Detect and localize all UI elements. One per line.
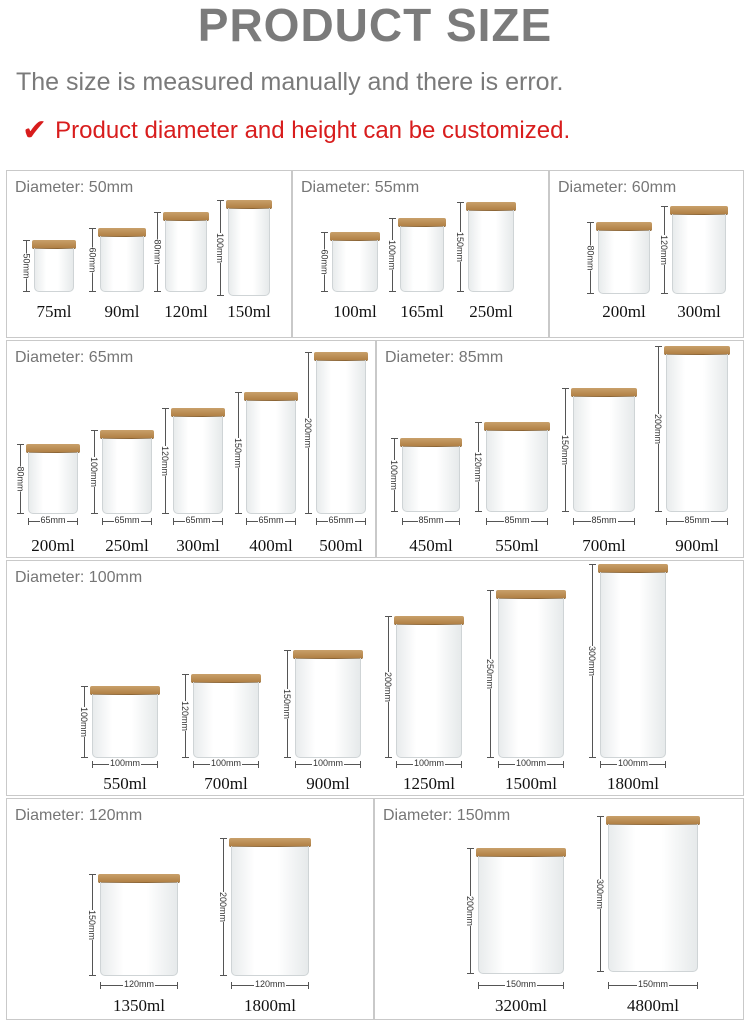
glass-jar xyxy=(598,222,650,294)
volume-label: 550ml xyxy=(103,774,147,793)
glass-jar xyxy=(246,392,296,514)
glass-jar xyxy=(295,650,361,758)
height-label: 120mm xyxy=(180,700,191,732)
height-label: 120mm xyxy=(160,445,171,477)
glass-jar xyxy=(34,240,74,292)
volume-label: 200ml xyxy=(31,536,75,555)
glass-body xyxy=(246,400,296,514)
height-label: 100mm xyxy=(79,706,90,738)
volume-label: 700ml xyxy=(582,536,626,555)
glass-jar xyxy=(28,444,78,514)
page-title: PRODUCT SIZE xyxy=(197,0,553,51)
width-label: 100mm xyxy=(618,758,649,768)
volume-label: 400ml xyxy=(249,536,293,555)
height-label: 150mm xyxy=(560,434,571,466)
glass-body xyxy=(173,416,223,514)
volume-label: 1350ml xyxy=(113,996,165,1015)
glass-jar xyxy=(100,228,144,292)
height-label: 80mm xyxy=(585,245,596,271)
height-label: 150mm xyxy=(455,231,466,263)
glass-jar xyxy=(231,838,309,976)
glass-body xyxy=(498,598,564,758)
width-label: 65mm xyxy=(185,515,211,525)
glass-jar xyxy=(498,590,564,758)
glass-body xyxy=(193,682,259,758)
height-label: 150mm xyxy=(282,688,293,720)
height-label: 200mm xyxy=(218,891,229,923)
measurement-note: The size is measured manually and there is error. xyxy=(16,68,564,96)
volume-label: 90ml xyxy=(104,302,140,321)
diameter-label: Diameter: 55mm xyxy=(301,179,420,196)
width-label: 150mm xyxy=(506,979,537,989)
height-label: 100mm xyxy=(215,232,226,264)
volume-label: 1250ml xyxy=(403,774,455,793)
glass-jar xyxy=(478,848,564,974)
width-label: 120mm xyxy=(124,979,155,989)
glass-body xyxy=(600,572,666,758)
width-label: 150mm xyxy=(638,979,669,989)
glass-body xyxy=(100,236,144,292)
volume-label: 900ml xyxy=(675,536,719,555)
glass-jar xyxy=(173,408,223,514)
diameter-label: Diameter: 85mm xyxy=(385,349,504,366)
glass-body xyxy=(102,438,152,514)
glass-body xyxy=(231,846,309,976)
width-label: 85mm xyxy=(591,515,617,525)
height-label: 80mm xyxy=(152,239,163,265)
glass-body xyxy=(295,658,361,758)
height-label: 150mm xyxy=(87,909,98,941)
height-label: 80mm xyxy=(15,466,26,492)
height-label: 60mm xyxy=(87,247,98,273)
width-label: 85mm xyxy=(418,515,444,525)
height-label: 200mm xyxy=(303,417,314,449)
diameter-label: Diameter: 120mm xyxy=(15,807,143,824)
width-label: 65mm xyxy=(40,515,66,525)
volume-label: 100ml xyxy=(333,302,377,321)
glass-jar xyxy=(396,616,462,758)
glass-jar xyxy=(608,816,698,972)
volume-label: 75ml xyxy=(36,302,72,321)
glass-body xyxy=(598,230,650,294)
volume-label: 165ml xyxy=(400,302,444,321)
volume-label: 450ml xyxy=(409,536,453,555)
glass-body xyxy=(573,396,635,512)
volume-label: 900ml xyxy=(306,774,350,793)
height-label: 200mm xyxy=(465,895,476,927)
height-label: 120mm xyxy=(473,451,484,483)
diameter-label: Diameter: 150mm xyxy=(383,807,511,824)
glass-jar xyxy=(102,430,152,514)
volume-label: 700ml xyxy=(204,774,248,793)
glass-body xyxy=(228,208,270,296)
volume-label: 4800ml xyxy=(627,996,679,1015)
glass-jar xyxy=(468,202,514,292)
glass-jar xyxy=(165,212,207,292)
volume-label: 300ml xyxy=(677,302,721,321)
volume-label: 200ml xyxy=(602,302,646,321)
width-label: 120mm xyxy=(255,979,286,989)
glass-jar xyxy=(316,352,366,514)
glass-body xyxy=(100,882,178,976)
width-label: 65mm xyxy=(328,515,354,525)
height-label: 300mm xyxy=(595,878,606,910)
glass-jar xyxy=(486,422,548,512)
glass-jar xyxy=(100,874,178,976)
customization-text: Product diameter and height can be customized. xyxy=(55,116,571,144)
glass-body xyxy=(478,856,564,974)
width-label: 100mm xyxy=(516,758,547,768)
height-label: 200mm xyxy=(383,671,394,703)
volume-label: 250ml xyxy=(469,302,513,321)
width-label: 100mm xyxy=(110,758,141,768)
width-label: 85mm xyxy=(684,515,710,525)
height-label: 200mm xyxy=(653,413,664,445)
glass-jar xyxy=(402,438,460,512)
glass-jar xyxy=(332,232,378,292)
height-label: 100mm xyxy=(89,456,100,488)
height-label: 100mm xyxy=(387,239,398,271)
glass-body xyxy=(608,824,698,972)
glass-jar xyxy=(600,564,666,758)
volume-label: 1800ml xyxy=(244,996,296,1015)
volume-label: 3200ml xyxy=(495,996,547,1015)
volume-label: 150ml xyxy=(227,302,271,321)
glass-body xyxy=(402,446,460,512)
volume-label: 500ml xyxy=(319,536,363,555)
height-label: 120mm xyxy=(659,234,670,266)
diameter-label: Diameter: 50mm xyxy=(15,179,134,196)
glass-body xyxy=(486,430,548,512)
height-label: 250mm xyxy=(485,658,496,690)
glass-body xyxy=(396,624,462,758)
width-label: 85mm xyxy=(504,515,530,525)
glass-body xyxy=(666,354,728,512)
glass-body xyxy=(332,240,378,292)
width-label: 65mm xyxy=(114,515,140,525)
size-panel xyxy=(6,798,374,1020)
glass-body xyxy=(468,210,514,292)
glass-body xyxy=(165,220,207,292)
glass-body xyxy=(672,214,726,294)
glass-jar xyxy=(92,686,158,758)
glass-jar xyxy=(193,674,259,758)
width-label: 100mm xyxy=(313,758,344,768)
volume-label: 120ml xyxy=(164,302,208,321)
volume-label: 250ml xyxy=(105,536,149,555)
width-label: 100mm xyxy=(414,758,445,768)
glass-jar xyxy=(672,206,726,294)
width-label: 65mm xyxy=(258,515,284,525)
height-label: 60mm xyxy=(319,249,330,275)
volume-label: 550ml xyxy=(495,536,539,555)
glass-body xyxy=(28,452,78,514)
glass-body xyxy=(316,360,366,514)
height-label: 300mm xyxy=(587,645,598,677)
volume-label: 300ml xyxy=(176,536,220,555)
glass-jar xyxy=(228,200,270,296)
glass-body xyxy=(400,226,444,292)
volume-label: 1800ml xyxy=(607,774,659,793)
diameter-label: Diameter: 60mm xyxy=(558,179,677,196)
volume-label: 1500ml xyxy=(505,774,557,793)
customization-note xyxy=(22,113,570,148)
glass-body xyxy=(92,694,158,758)
height-label: 100mm xyxy=(389,459,400,491)
glass-jar xyxy=(666,346,728,512)
glass-jar xyxy=(400,218,444,292)
glass-body xyxy=(34,248,74,292)
height-label: 50mm xyxy=(21,253,32,279)
glass-jar xyxy=(573,388,635,512)
height-label: 150mm xyxy=(233,437,244,469)
width-label: 100mm xyxy=(211,758,242,768)
check-mark-icon: ✔ xyxy=(22,114,48,147)
diameter-label: Diameter: 100mm xyxy=(15,569,143,586)
diameter-label: Diameter: 65mm xyxy=(15,349,134,366)
